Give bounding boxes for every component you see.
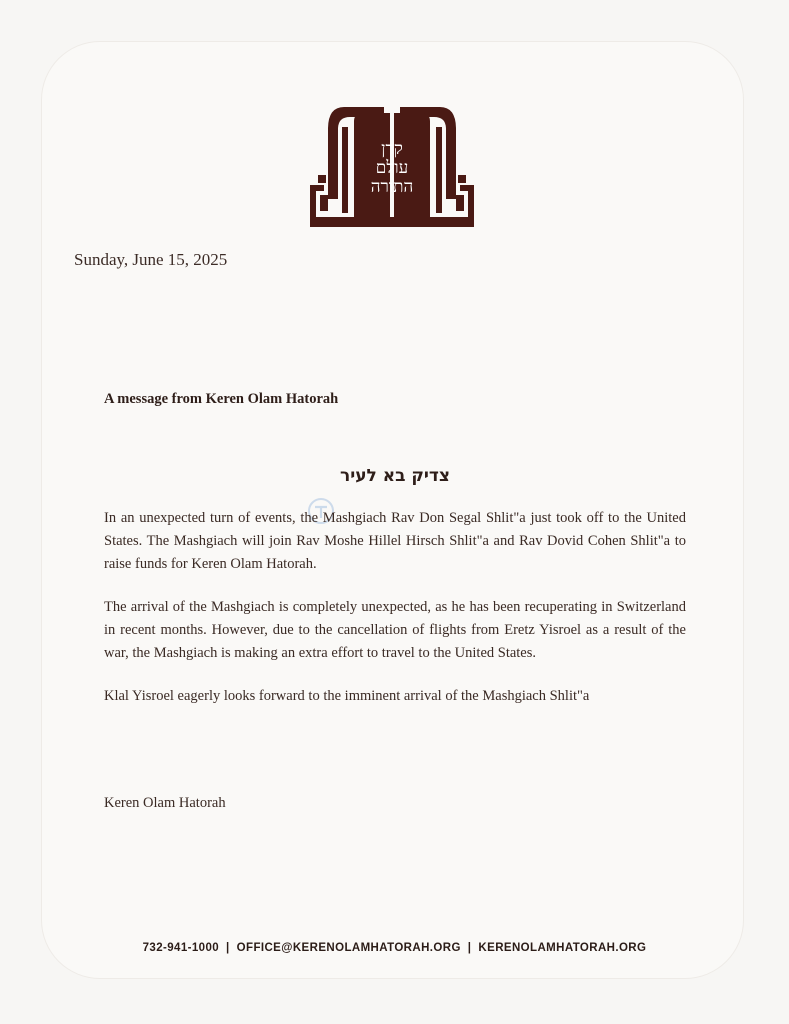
letter-body [104,507,686,728]
body-paragraph-3: Klal Yisroel eagerly looks forward to the imminent arrival of the Mashgiach Shlit"a [104,688,590,704]
footer-phone[interactable]: 732-941-1000 [142,942,220,954]
logo-text-line-3: התורה [370,177,414,197]
logo-text [340,140,444,197]
footer-email[interactable]: OFFICE@KERENOLAMHATORAH.ORG [236,942,461,954]
body-paragraph-1: In an unexpected turn of events, the Mashgiach Rav Don Segal Shlit"a just took off to the United States. The Mashgiach will join Rav Moshe Hillel Hirsch Shlit"a and Rav Dovid Cohen Shlit"a to raise funds for Keren Olam Hatorah. [104,510,686,572]
footer-separator: | [467,942,472,954]
footer-website[interactable]: KERENOLAMHATORAH.ORG [478,942,647,954]
hebrew-heading: צדיק בא לעיר [339,466,451,486]
footer-separator: | [226,942,230,954]
letter-date: Sunday, June 15, 2025 [74,250,228,269]
signature: Keren Olam Hatorah [104,795,226,811]
logo-text-line-1: קרן [381,139,403,159]
body-paragraph-2: The arrival of the Mashgiach is completely unexpected, as he has been recuperating in Switzerland in recent months. However, due to the cancellation of flights from Eretz Yisroel as a result of the war, the Mashgiach is making an extra effort to travel to the United States. [104,599,686,661]
footer-contact [0,942,789,954]
logo-text-line-2: עולם [375,158,409,178]
intro-line: A message from Keren Olam Hatorah [104,391,339,407]
